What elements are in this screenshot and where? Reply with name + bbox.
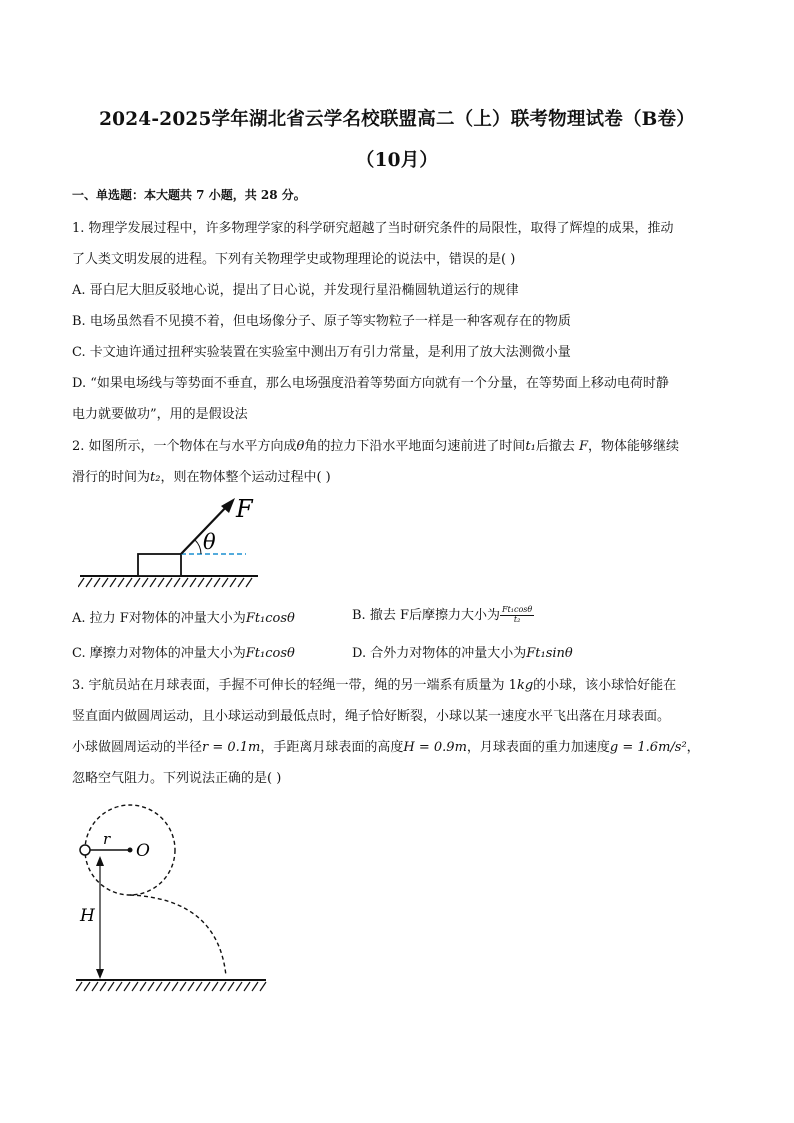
gravity-value: g = 1.6m/s² [609,740,687,755]
q2-option-a-text: A. 拉力 F对物体的冲量大小为 [72,611,246,626]
q3-stem-part: 小球做圆周运动的半径 [72,740,203,755]
q2-stem-part: ，则在物体整个运动过程中( ) [160,470,331,485]
q2-stem-part: ，物体能够继续 [588,439,680,454]
q3-stem-part: ，手距离月球表面的高度 [260,740,404,755]
q2-option-d-formula: Ft₁sinθ [526,646,573,661]
center-point [128,848,133,853]
q2-option-a [72,612,295,625]
q1-option-d-line1: D. “如果电场线与等势面不垂直，那么电场强度沿着等势面方向就有一个分量，在等势面上移动电荷时静 [72,376,669,391]
t2-symbol: t₂ [150,470,161,485]
section-heading: 一、单选题：本大题共 7 小题，共 28 分。 [72,188,306,202]
height-value: H = 0.9m [403,740,467,755]
q3-circular-motion-diagram [70,798,275,998]
center-label: O [136,841,150,861]
q2-option-c-formula: Ft₁cosθ [245,646,295,661]
q2-option-b-text: B. 撤去 F后摩擦力大小为 [352,607,500,623]
q3-stem-line4: 忽略空气阻力。下列说法正确的是( ) [72,771,282,786]
q2-stem-part: 滑行的时间为 [72,470,151,485]
q3-stem-line1 [72,679,676,692]
q3-stem-line2: 竖直面内做圆周运动，且小球运动到最低点时，绳子恰好断裂，小球以某一速度水平飞出落在月球表面。 [72,709,671,724]
q2-stem-part: 2. 如图所示，一个物体在与水平方向成 [72,439,297,454]
q2-option-c-text: C. 摩擦力对物体的冲量大小为 [72,646,246,661]
fraction-denominator: t₂ [513,614,521,624]
q2-force-diagram [78,494,263,590]
q1-stem-line1: 1. 物理学发展过程中，许多物理学家的科学研究超越了当时研究条件的局限性，取得了辉煌的成果，推动 [72,221,674,236]
unit-kg: kg [516,678,534,693]
q1-option-c: C. 卡文迪许通过扭秤实验装置在实验室中测出万有引力常量，是利用了放大法测微小量 [72,345,571,360]
force-label: F [236,495,253,523]
theta-label: θ [203,530,216,554]
q1-stem-line2: 了人类文明发展的进程。下列有关物理学史或物理理论的说法中，错误的是( ) [72,252,516,267]
q2-stem-line2 [72,471,331,484]
q1-option-b: B. 电场虽然看不见摸不着，但电场像分子、原子等实物粒子一样是一种客观存在的物质 [72,314,571,329]
exam-title: 2024-2025学年湖北省云学名校联盟高二（上）联考物理试卷（B卷） [99,109,695,130]
q2-stem-part: 后撤去 [535,439,579,454]
q3-stem-part: ，月球表面的重力加速度 [466,740,610,755]
q3-stem-line3 [72,741,700,754]
q2-option-b-fraction [500,606,534,625]
block [138,554,181,576]
q3-stem-part: ， [686,740,700,755]
projectile-trajectory-dashed [130,895,226,976]
q2-option-d-text: D. 合外力对物体的冲量大小为 [352,646,527,661]
t1-symbol: t₁ [525,439,536,454]
radius-value: r = 0.1m [202,740,261,755]
q1-option-a: A. 哥白尼大胆反驳地心说，提出了日心说，并发现行星沿椭圆轨道运行的规律 [72,283,519,298]
q2-option-b [352,606,534,625]
ball [80,845,90,855]
q2-stem-part: 角的拉力下沿水平地面匀速前进了时间 [304,439,526,454]
height-label: H [80,906,95,926]
q1-option-d-line2: 电力就要做功”，用的是假设法 [72,407,248,422]
q3-stem-part: 的小球，该小球恰好能在 [533,678,677,693]
q2-option-c [72,647,295,660]
q3-stem-part: 3. 宇航员站在月球表面，手握不可伸长的轻绳一带，绳的另一端系有质量为 1 [72,678,517,693]
theta-symbol: θ [296,439,305,454]
fraction-numerator: Ft₁cosθ [501,605,533,614]
q2-option-a-formula: Ft₁cosθ [245,611,295,626]
radius-label: r [103,830,111,848]
force-symbol: F [578,439,588,454]
exam-title-month: （10月） [355,150,439,171]
q2-stem-line1 [72,440,679,453]
q2-option-d [352,647,573,660]
